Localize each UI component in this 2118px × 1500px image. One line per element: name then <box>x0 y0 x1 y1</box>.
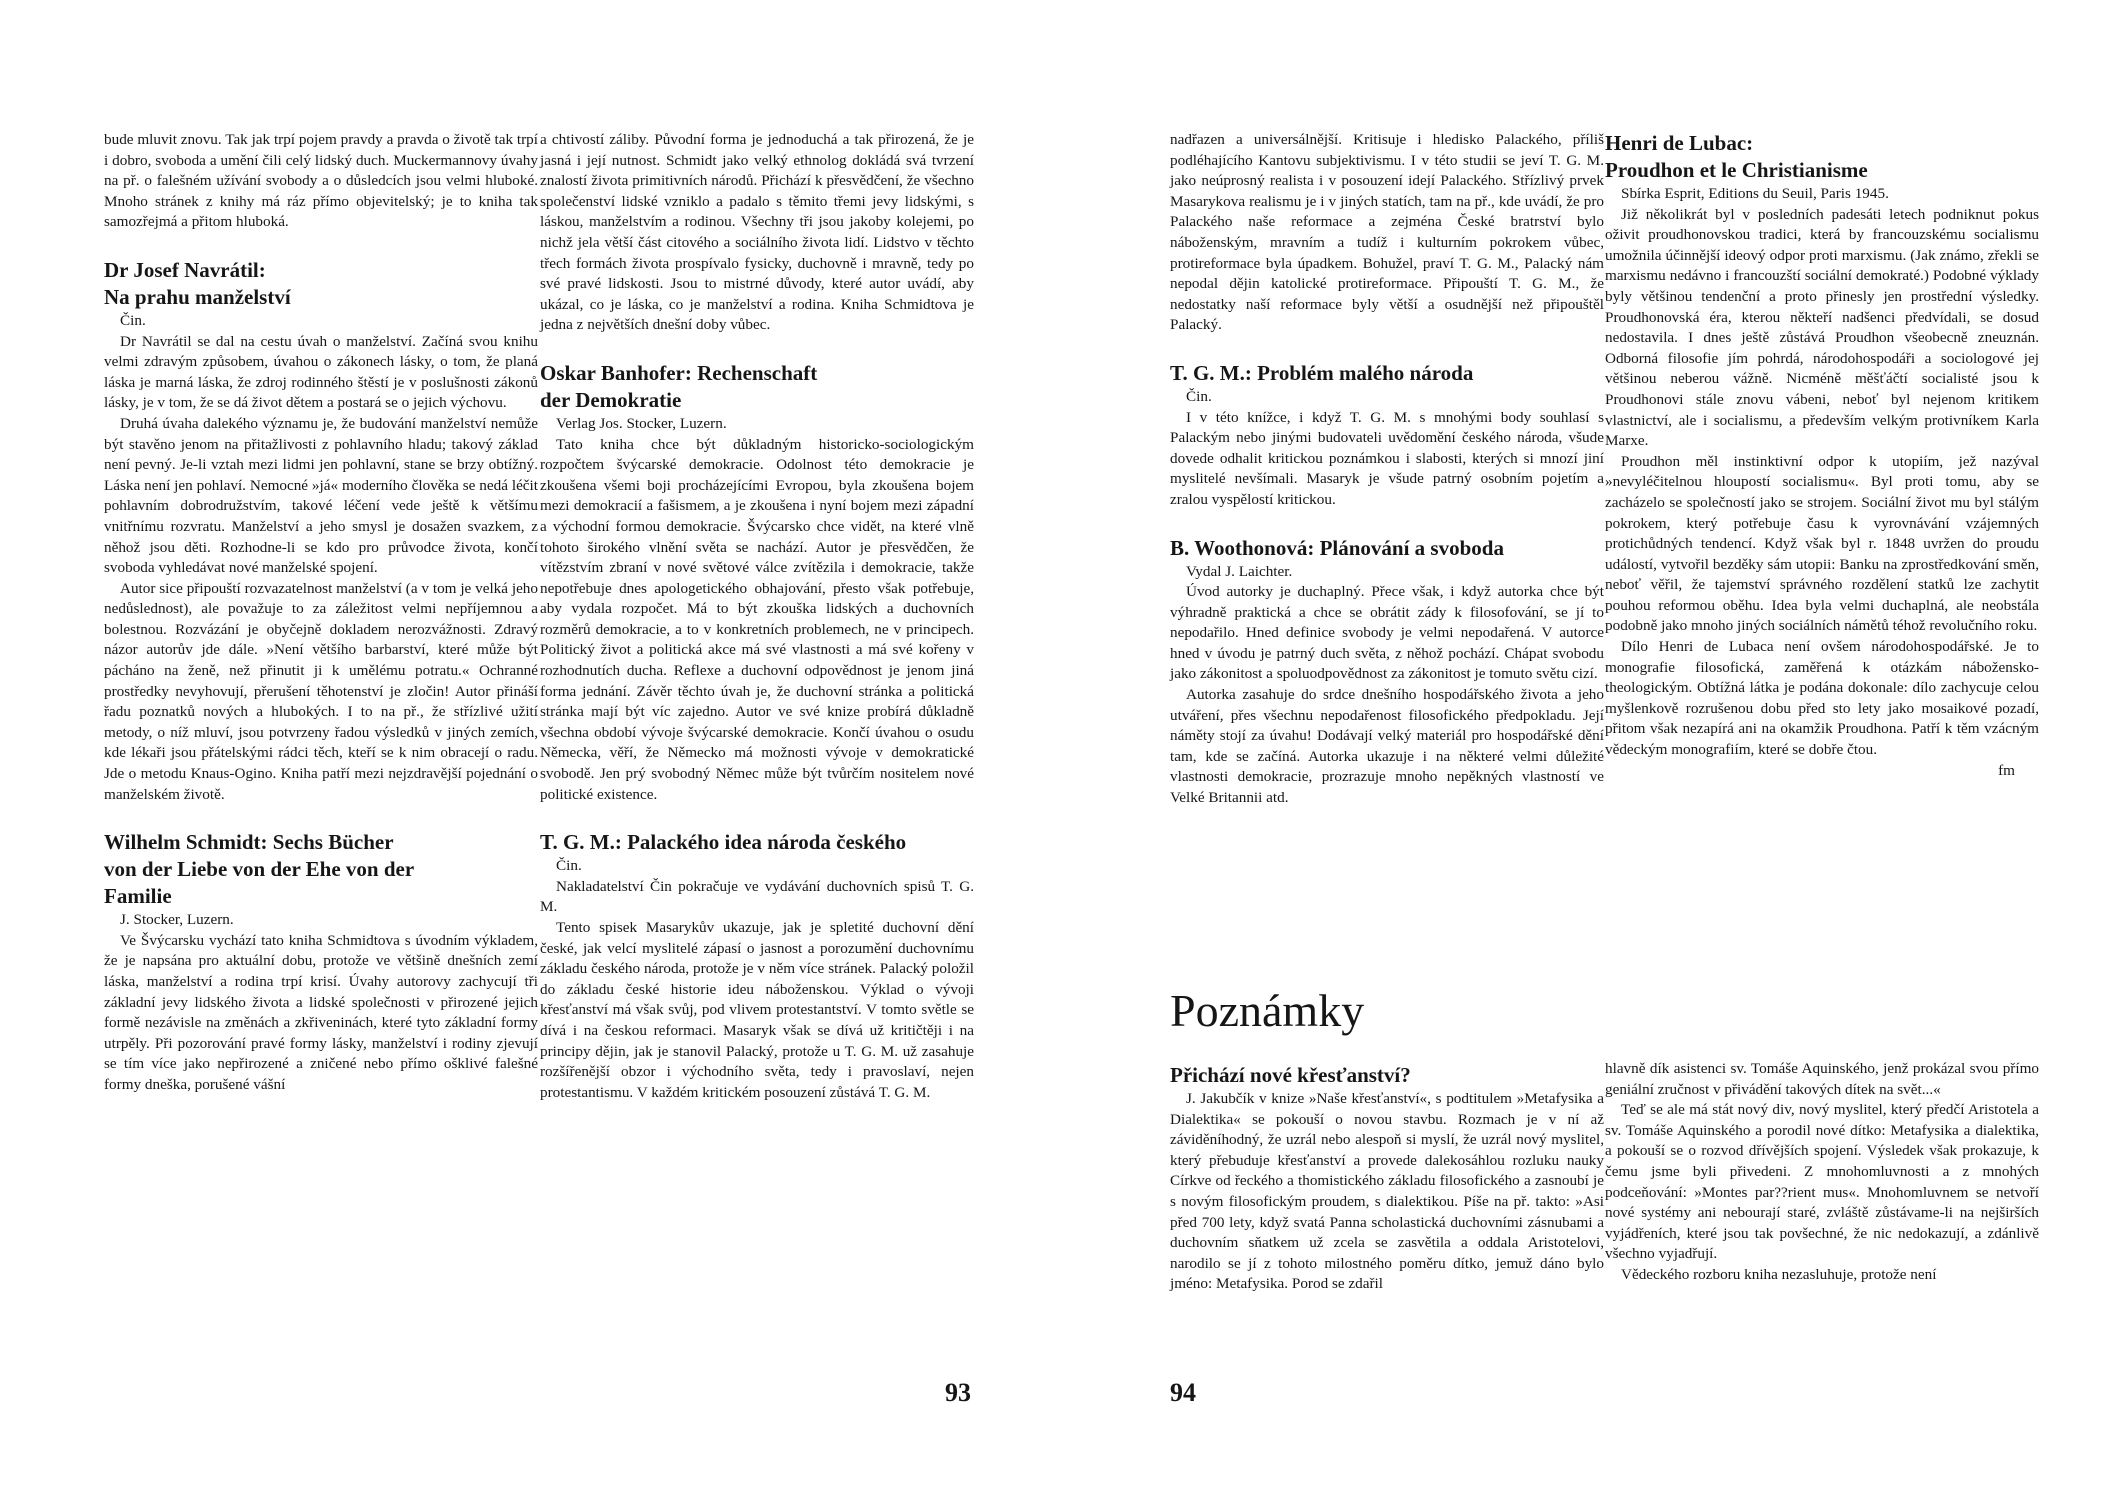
article-title-line: Na prahu manželství <box>104 284 291 309</box>
paragraph: I v této knížce, i když T. G. M. s mnohými body souhlasí s Palackým nebo jinými budovateli uvědomění českého národa, všude dovede odhalit kritickou poznámkou i slabosti, kterých si mnozí jiní myslitelé nevšímali. Masaryk je všude patrný osobním pojetím a zralou vyspělostí kritickou. <box>1170 408 1604 508</box>
article-title-line: Přichází nové křesťanství? <box>1170 1063 1411 1087</box>
review-article <box>1170 535 1604 809</box>
paragraph: bude mluvit znovu. Tak jak trpí pojem pravdy a pravda o životě tak trpí i dobro, svoboda a umění čili celý lidský duch. Muckermannovy úvahy na př. o falešném užívání svobody a o důsledcích jsou velmi hluboké. Mnoho stránek z knihy má ráz přímo objevitelský; je to kniha tak samozřejmá a přitom hluboká. <box>104 131 538 231</box>
article-title-line: Henri de Lubac: <box>1605 131 1754 155</box>
article-continuation <box>104 130 538 233</box>
paragraph: Ve Švýcarsku vychází tato kniha Schmidtova s úvodním výkladem, že je napsána pro aktuální dobu, protože ve většině dnešních zemí láska, manželství a rodina trpí krisí. Úvahy autorovy zachycují tři základní jevy lidského života a lidské společnosti v přirozené jejich formě nezávisle na změnách a zkřiveninách, které tyto základní formy utrpěly. Při pozorování pravé formy lásky, manželství i rodiny zjevují se tím více jako nepřirozené a zničené nebo přímo ošklivé falešné formy dneška, porušené vášní <box>104 931 538 1093</box>
right-page-column-2 <box>1605 130 2039 781</box>
article-title-line: Familie <box>104 884 172 909</box>
article-title <box>1170 535 1604 562</box>
article-title-line: Oskar Banhofer: Rechenschaft <box>540 360 818 385</box>
paragraph: Teď se ale má stát nový div, nový myslitel, který předčí Aristotela a sv. Tomáše Aquinského a porodil nové dítko: Metafysika a dialektika, a pokouší se o rozvod dřívějších spojení. Výsledek však prokazuje, k čemu jsme byli přivedeni. Z mnohomluvnosti a z mnohých podceňování: »Montes par??rient mus«. Mnohomluvnem se netvoří nové systémy ani nebourají staré, zvláště zůstávame-li na nejširších vyjádřeních, které jsou tak povšechné, že nic nedokazují, a zdánlivě všechno vyjadřují. <box>1605 1101 2039 1263</box>
paragraph: nadřazen a universálnější. Kritisuje i hledisko Palackého, příliš podléhajícího Kantovu subjektivismu. I v této studii se jeví T. G. M. jako neúprosný realista i v posouzení idejí Palackého. Střízlivý prvek Masarykova realismu je i v jiných statích, tam na př., kde uvádí, že pro Palackého naše reformace a zejména České bratrství bylo náboženským, mravním a tudíž i kulturním pokrokem vůbec, protireformace byla úpadkem. Bohužel, praví T. G. M., Palacký nám nepodal dějin katolické protireformace. Připouští T. G. M., že nedostatky naší reformace byly větší a osudnější než připouštěl Palacký. <box>1170 131 1604 334</box>
article-title <box>104 257 538 311</box>
review-article <box>540 829 974 1103</box>
publisher-line: Verlag Jos. Stocker, Luzern. <box>556 414 727 432</box>
author-signature: fm <box>1998 761 2015 779</box>
article-title-line: T. G. M.: Problém malého národa <box>1170 360 1474 385</box>
notes-column-1 <box>1170 1062 1604 1295</box>
review-article <box>1170 360 1604 511</box>
article-title-line: Wilhelm Schmidt: Sechs Bücher <box>104 830 394 855</box>
publisher-line: Sbírka Esprit, Editions du Seuil, Paris 1945. <box>1621 185 1889 202</box>
page-number-left: 93 <box>945 1378 971 1407</box>
article-continuation <box>1170 130 1604 336</box>
review-article <box>104 257 538 805</box>
paragraph: Druhá úvaha dalekého významu je, že budování manželství nemůže být stavěno jenom na přitažlivosti z pohlavního hladu; takový základ není pevný. Je-li vztah mezi lidmi jen pohlavní, stane se brzy obtížný. Láska není jen pohlaví. Nemocné »já« moderního člověka se nedá léčit pohlavním dobrodružstvím, takové léčení vede ještě k většímu vnitřnímu rozvratu. Manželství a jeho smysl je dosažen svazkem, z něhož jsou děti. Rozhodne-li se kdo pro průvodce života, končí svoboda vyhledávat nové manželské spojení. <box>104 414 538 577</box>
paragraph: J. Jakubčík v knize »Naše křesťanství«, s podtitulem »Metafysika a Dialektika« se pokouší o novou stavbu. Rozmach je v ní až záviděníhodný, že uzrál nebo alespoň si myslí, že uzrál nový myslitel, který přebuduje křesťanství a provede dalekosáhlou rozluku nauky Církve od řeckého a thomistického základu filosofického a zasnoubí je s novým filosofickým proudem, s dialektikou. Píše na př. takto: »Asi před 700 lety, když svatá Panna scholastická duchovními zásnubami a duchovním sňatkem už zcela se zasvětila a oddala Aristotelovi, narodilo se jí z tohoto milostného poměru dítko, jemuž dáno bylo jméno: Metafysika. Porod se zdařil <box>1170 1090 1604 1293</box>
notes-column-2 <box>1605 1059 2039 1286</box>
paragraph: Úvod autorky je duchaplný. Přece však, i když autorka chce být výhradně praktická a chce se obrátit zády k filosofování, se jí to nepodařilo. Hned definice svobody je velmi nepodařená. V autorce hned v úvodu je patrný duch světa, z něhož pochází. Chápat svobodu jako zákonitost a spoluodpovědnost za zákonitost je tomuto světu cizí. <box>1170 583 1604 683</box>
article-title-line: Dr Josef Navrátil: <box>104 257 266 282</box>
right-page-column-1 <box>1170 130 1604 809</box>
article-title <box>1170 1062 1604 1089</box>
paragraph: Tato kniha chce být důkladným historicko-sociologickým rozpočtem švýcarské demokracie. Odolnost této demokracie je zkoušena všemi boji procházejícími Evropou, byla zkoušena bojem mezi demokracií a fašismem, a je zkoušena i nyní bojem mezi západní a východní formou demokracie. Švýcarsko chce vidět, na které vlně tohoto širokého vlnění světa se nachází. Autor je přesvědčen, že vítězstvím zbraní v nové světové válce zvítězila i demokracie, takže nepotřebuje dnes apologetického obhajování, přesto však potřebuje, aby vydala rozpočet. Má to být zkouška lidských a duchovních rozměrů demokracie, a to v konkretních problemech, ne v principech. Politický život a politická akce má své vlastnosti a má své kořeny v rozhodnutích ducha. Reflexe a duchovní odpovědnost je jenom jiná forma jednání. Závěr těchto úvah je, že duchovní stránka a politická stránka mají být víc zajedno. Autor ve své knize probírá důkladně všechna období vývoje švýcarské demokracie. Končí úvahou o osudu Německa, věří, že Německo má možnosti vývoje v demokratické svobodě. Jen prý svobodný Němec může být tvůrčím nositelem nové politické existence. <box>540 435 974 803</box>
paragraph: hlavně dík asistenci sv. Tomáše Aquinského, jenž prokázal svou přímo geniální zručnost v přivádění takových dítek na svět...« <box>1605 1060 2039 1098</box>
paragraph: Dr Navrátil se dal na cestu úvah o manželství. Začíná svou knihu velmi zdravým způsobem, úvahou o zákonech lásky, o tom, že planá láska je marná láska, že zdroj rodinného štěstí je v poslušnosti zákonů lásky, je v tom, že se dá život dětem a postará se o jejich výchovu. <box>104 332 538 412</box>
paragraph: Autorka zasahuje do srdce dnešního hospodářského života a jeho utváření, přes všechnu nepodařenost filosofického předpokladu. Její náměty stojí za úvahu! Dodávají velký materiál pro hospodářské dění tam, kde se začíná. Autorka ukazuje i na některé velmi důležité vlastnosti demokracie, prozrazuje mnoho nepěkných vlastností ve Velké Britannii atd. <box>1170 686 1604 807</box>
left-page-column-1 <box>104 130 538 1096</box>
paragraph: Vědeckého rozboru kniha nezasluhuje, protože není <box>1621 1265 1937 1283</box>
article-continuation <box>540 130 974 336</box>
article-title <box>104 829 538 910</box>
article-continuation <box>1605 1059 2039 1286</box>
paragraph: Proudhon měl instinktivní odpor k utopiím, jež nazýval »nevyléčitelnou hloupostí socialismu«. Byl proti tomu, aby se zacházelo se společností jako se strojem. Sociální život mu byl stálým pokrokem, který potřebuje času k vyrovnávání vzájemných protichůdných tendencí. Když však byl r. 1848 uvržen do proudu událostí, vytvořil bezděky sám utopii: Banku na zprostředkování směn, neboť věřil, že tajemství správného rozdělení statků lze zachytit pouhou reformou oběhu. Idea byla velmi duchaplná, ale neobstála podobně jako mnoho jiných sociálních námětů téhož revolučního roku. <box>1605 452 2039 635</box>
paragraph: Dílo Henri de Lubaca není ovšem národohospodářské. Je to monografie filosofická, zaměřená k otázkám nábožensko-theologickým. Obtížná látka je podána dokonale: dílo zachycuje celou myšlenkově rozrušenou dobu před sto lety jako mosaikové pozadí, přitom však nezapírá ani na okamžik Proudhona. Patří k těm vzácným vědeckým monografiím, které se dobře čtou. <box>1605 638 2039 759</box>
article-title-line: T. G. M.: Palackého idea národa českého <box>540 830 907 855</box>
publisher-line: Čin. <box>120 311 146 329</box>
article-title <box>540 829 974 856</box>
article-title <box>1605 130 2039 184</box>
article-title-line: B. Woothonová: Plánování a svoboda <box>1170 535 1504 560</box>
paragraph: Nakladatelství Čin pokračuje ve vydávání duchovních spisů T. G. M. <box>540 877 974 916</box>
article-title <box>1170 360 1604 387</box>
review-article <box>1605 130 2039 781</box>
article-title-line: der Demokratie <box>540 387 682 412</box>
publisher-line: Čin. <box>1186 387 1212 405</box>
publisher-line: Vydal J. Laichter. <box>1186 562 1293 580</box>
publisher-line: Čin. <box>556 857 582 875</box>
article-title-line: Proudhon et le Christianisme <box>1605 158 1868 182</box>
page-number-right: 94 <box>1170 1378 1196 1407</box>
article-title <box>540 360 974 414</box>
paragraph: Již několikrát byl v posledních padesáti letech podniknut pokus oživit proudhonovskou tradici, která by francouzskému socialismu umožnila účinnější ideový odpor proti marxismu. (Jak známo, zřekli se marxismu nedávno i francouzští sociální demokraté.) Podobné výklady byly většinou tendenční a proto přinesly jen prostřední výsledky. Proudhonovská éra, kterou někteří nadšenci předvídali, se dosud nedostavila. I dnes ještě zůstává Proudhon všeobecně zneuznán. Odborná filosofie jím pohrdá, národohospodáři a sociologové jej většinou neberou vážně. Nicméně měšťáčtí socialisté jsou k Proudhonovi stále znovu vábeni, neboť byl nejenom kritikem vlastnictví, ale i socialismu, a především velkým protivníkem Karla Marxe. <box>1605 205 2039 450</box>
section-heading: Poznámky <box>1170 985 1365 1036</box>
left-page-column-2 <box>540 130 974 1103</box>
review-article <box>1170 1062 1604 1295</box>
paragraph: a chtivostí záliby. Původní forma je jednoduchá a tak přirozená, že je jasná i její nutnost. Schmidt jako velký ethnolog dokládá svá tvrzení znalostí života primitivních národů. Přichází k přesvědčení, že všechno společenství lidské vzniklo a padalo s těmito třemi jevy lidskými, s láskou, manželstvím a rodinou. Všechny tři jsou jakoby kolejemi, po nichž jela větší část citového a sociálního života lidí. Lidstvo v těchto třech formách života prospívalo fysicky, duchovně i mravně, tedy po své pravé lidskosti. Jsou to mistrné důvody, které autor uvádí, aby ukázal, co je láska, co je manželství a rodina. Kniha Schmidtova je jedna z největších dnešní doby vůbec. <box>540 131 974 334</box>
paragraph: Autor sice připouští rozvazatelnost manželství (a v tom je velká jeho nedůslednost), ale považuje to za záležitost velmi nepříjemnou a bolestnou. Rozvázání je obyčejně dokladem nerozvážnosti. Zdravý názor autorův jde dále. »Není většího barbarství, které může být pácháno na ženě, než přinutit ji k umělému potratu.« Ochranné prostředky nevyhovují, přerušení těhotenství je zločin! Autor přináší řadu poznatků nových a hlubokých. I to na př., že střízlivé užití metody, o níž mluví, jsou potvrzeny řadou výsledků v jiných zemích, kde lékaři jsou přátelskými rádci těch, kteří se k nim obracejí o radu. Jde o metodu Knaus-Ogino. Kniha patří mezi nejzdravější pojednání o manželském životě. <box>104 579 538 803</box>
publisher-line: J. Stocker, Luzern. <box>120 911 234 929</box>
review-article <box>540 360 974 805</box>
review-article <box>104 829 538 1095</box>
article-title-line: von der Liebe von der Ehe von der <box>104 857 415 882</box>
paragraph: Tento spisek Masarykův ukazuje, jak je spletité duchovní dění české, jak velcí myslitelé zápasí o jasnost a porozumění duchovnímu základu českého národa, protože je v něm více stránek. Palacký položil do základu české historie ideu náboženskou. Výklad o vývoji křesťanství má však svůj, pod vlivem protestantství. V tomto světle se dívá i na českou reformaci. Masaryk však se dívá už kritičtěji i na principy dějin, jak je stanovil Palacký, protože u T. G. M. už zasahuje rozšířenější obzor i východního světa, tedy i pravoslaví, nejen protestantismu. V každém kritickém posouzení zůstává T. G. M. <box>540 919 974 1101</box>
